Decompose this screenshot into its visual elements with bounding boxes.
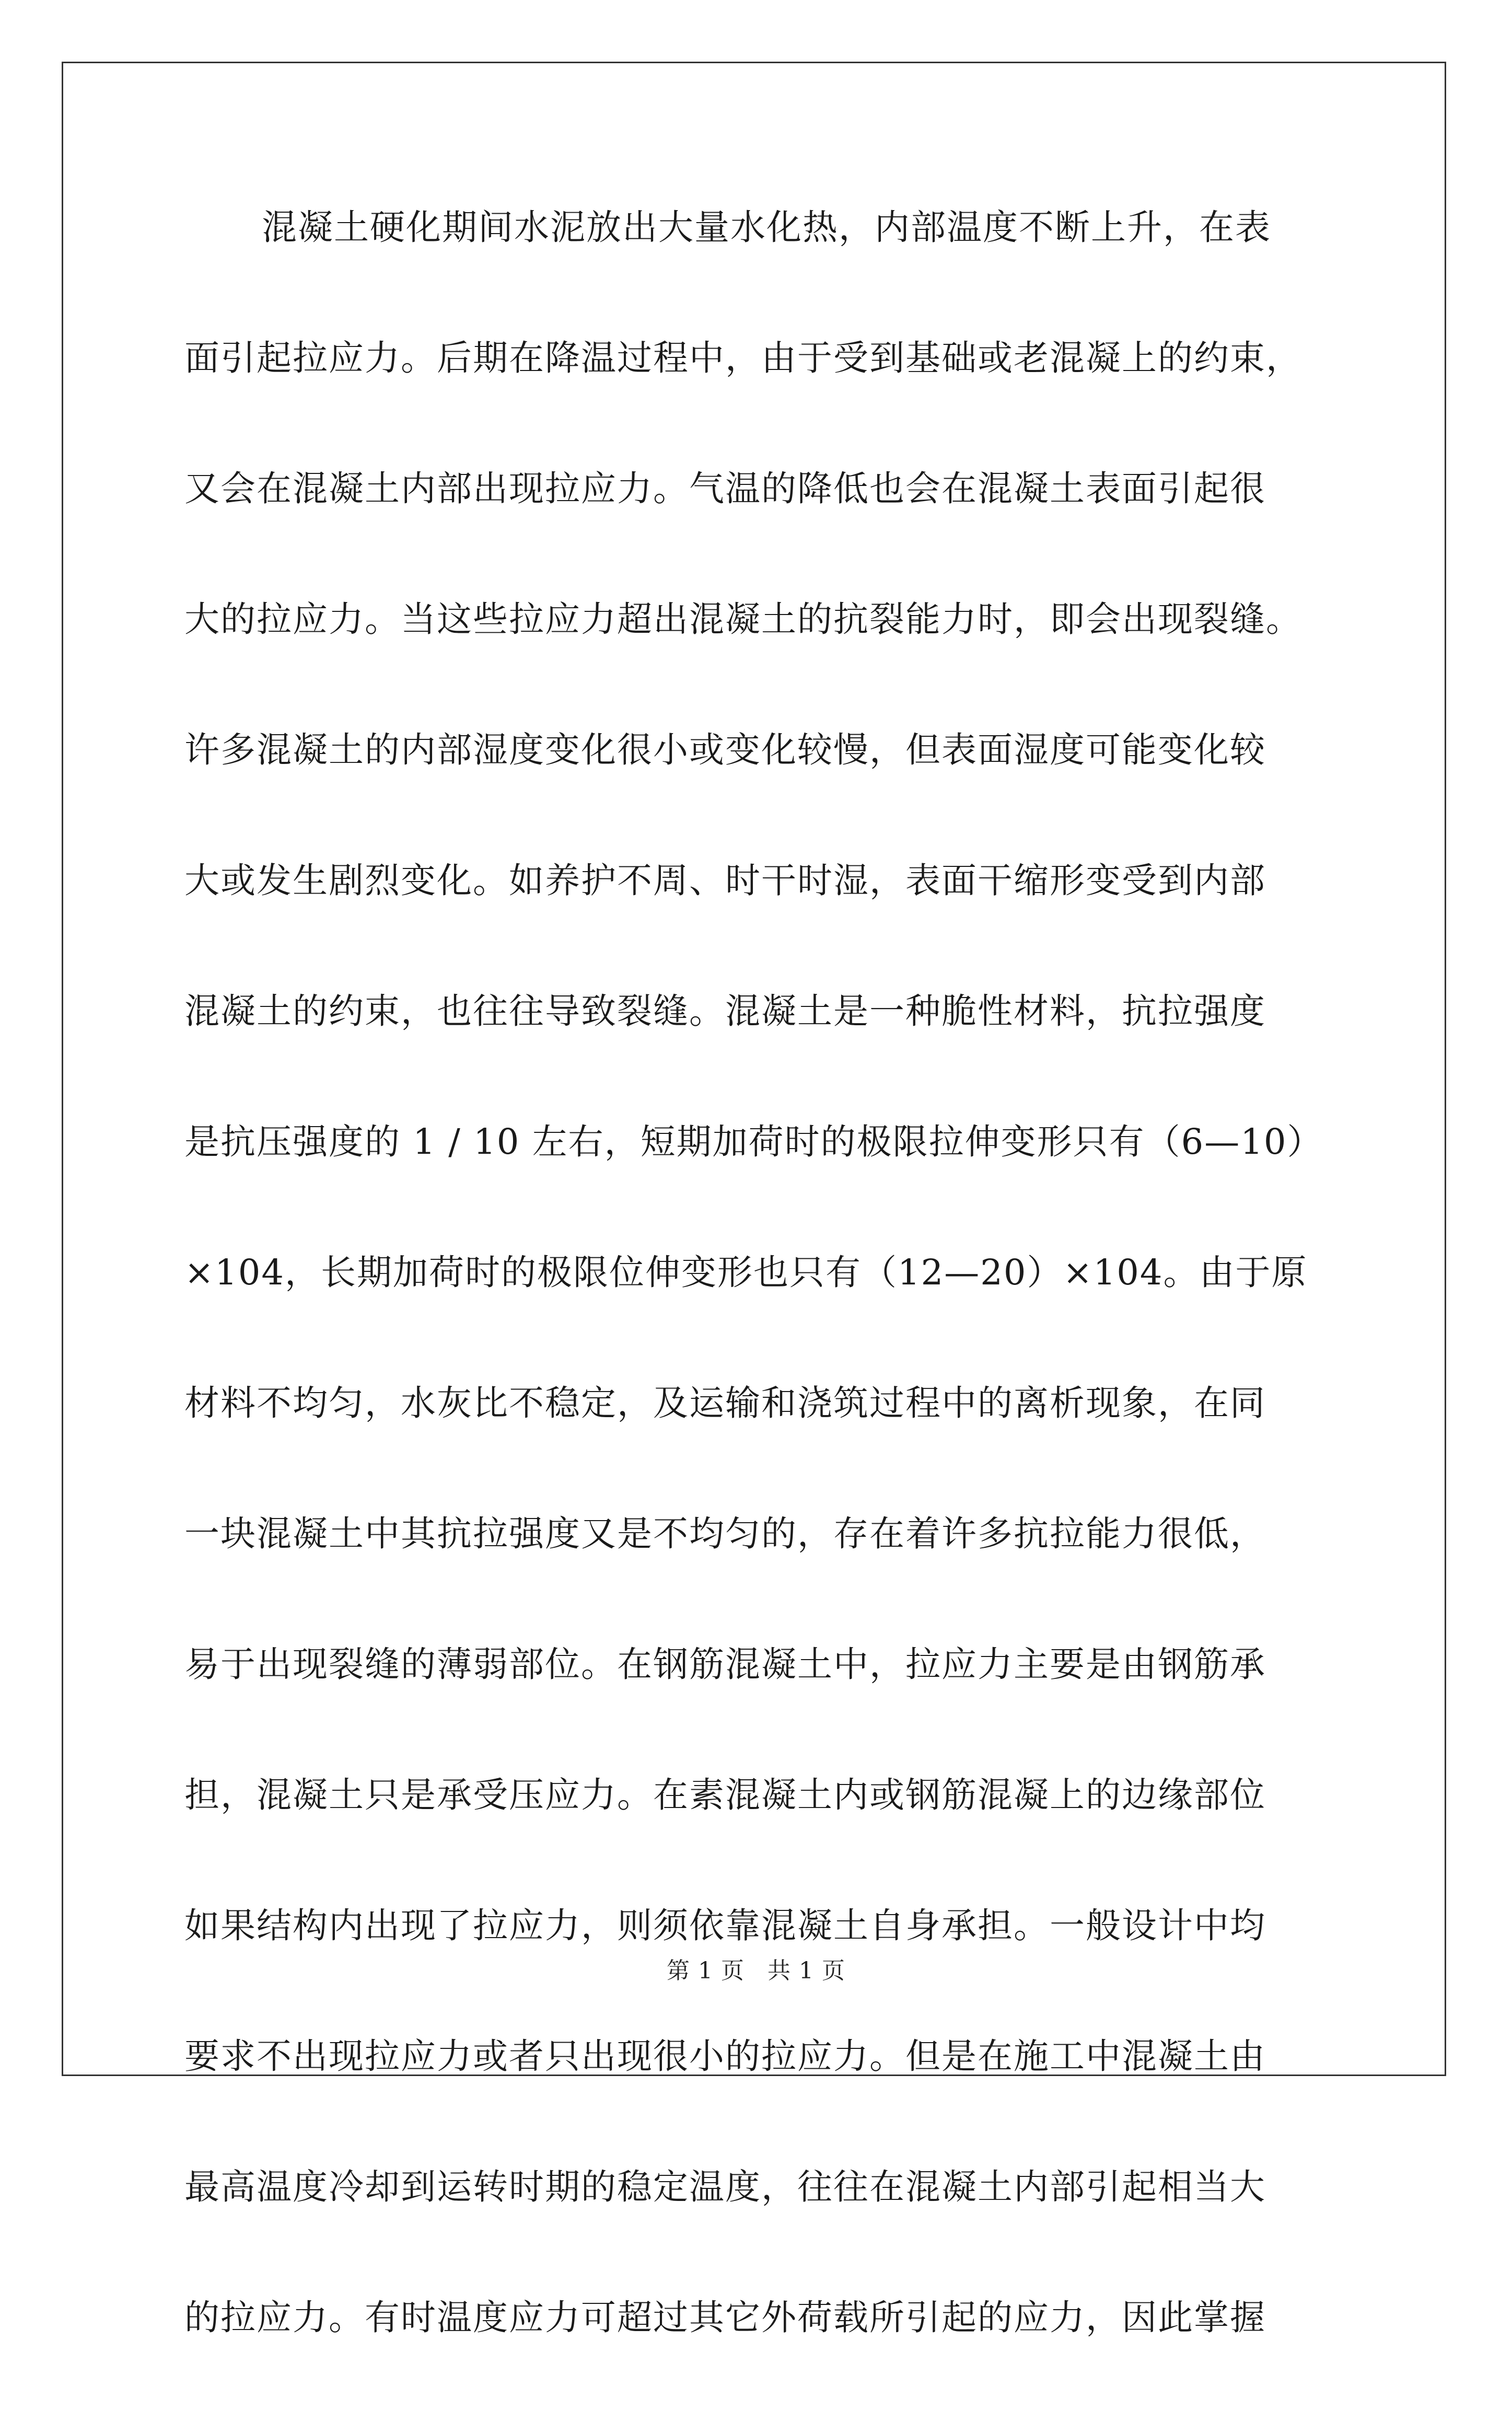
paragraph-line: 的拉应力。有时温度应力可超过其它外荷载所引起的应力，因此掌握: [184, 2297, 1266, 2338]
page-footer: [0, 1952, 1512, 1985]
paragraph-line: 混凝土的约束，也往往导致裂缝。混凝土是一种脆性材料，抗拉强度: [184, 991, 1266, 1032]
paragraph-line: 又会在混凝土内部出现拉应力。气温的降低也会在混凝土表面引起很: [184, 468, 1266, 509]
paragraph-line: 担，混凝土只是承受压应力。在素混凝土内或钢筋混凝上的边缘部位: [184, 1775, 1266, 1815]
page-number: 第 1 页: [667, 1957, 745, 1984]
paragraph-line: 如果结构内出现了拉应力，则须依靠混凝土自身承担。一般设计中均: [184, 1905, 1266, 1946]
paragraph-line: 最高温度冷却到运转时期的稳定温度，往往在混凝土内部引起相当大: [184, 2166, 1266, 2207]
document-body: [184, 201, 1334, 2422]
paragraph-line: 混凝土硬化期间水泥放出大量水化热，内部温度不断上升，在表: [262, 207, 1271, 248]
paragraph-line: 大或发生剧烈变化。如养护不周、时干时湿，表面干缩形变受到内部: [184, 860, 1266, 901]
paragraph-line: ×104，长期加荷时的极限位伸变形也只有（12—20）×104。由于原: [184, 1252, 1308, 1293]
page-total: 共 1 页: [767, 1957, 845, 1984]
paragraph-line: 易于出现裂缝的薄弱部位。在钢筋混凝土中，拉应力主要是由钢筋承: [184, 1644, 1266, 1685]
paragraph-line: 是抗压强度的 1 / 10 左右，短期加荷时的极限拉伸变形只有（6—10）: [184, 1121, 1323, 1162]
paragraph-line: 许多混凝土的内部湿度变化很小或变化较慢，但表面湿度可能变化较: [184, 729, 1266, 770]
paragraph-line: 材料不均匀，水灰比不稳定，及运输和浇筑过程中的离析现象，在同: [184, 1383, 1266, 1423]
paragraph-line: 面引起拉应力。后期在降温过程中，由于受到基础或老混凝上的约束，: [184, 338, 1302, 378]
paragraph-line: 大的拉应力。当这些拉应力超出混凝土的抗裂能力时，即会出现裂缝。: [184, 599, 1302, 640]
paragraph-line: 一块混凝土中其抗拉强度又是不均匀的，存在着许多抗拉能力很低，: [184, 1513, 1266, 1554]
paragraph-line: 要求不出现拉应力或者只出现很小的拉应力。但是在施工中混凝土由: [184, 2036, 1266, 2077]
